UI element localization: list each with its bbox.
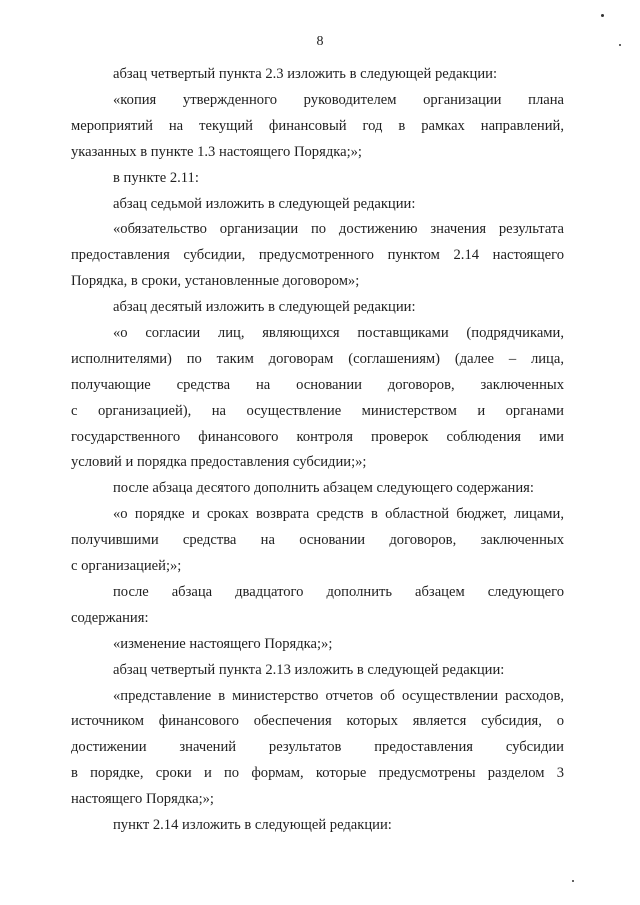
text-line: «о порядке и сроках возврата средств в областной бюджет, лицами,	[113, 506, 564, 523]
text-line: «обязательство организации по достижению значения результата	[113, 221, 564, 238]
text-line: получающие средства на основании договоров, заключенных	[71, 376, 564, 393]
paragraph	[71, 192, 564, 218]
paragraph	[71, 813, 564, 839]
paragraph	[71, 632, 564, 658]
paragraph	[71, 580, 564, 632]
paragraph	[71, 684, 564, 813]
text-line: условий и порядка предоставления субсидии;»;	[71, 454, 367, 471]
text-line: мероприятий на текущий финансовый год в рамках направлений,	[71, 117, 564, 134]
text-line: в пункте 2.11:	[113, 169, 199, 186]
scan-speck	[572, 880, 574, 882]
document-body	[71, 62, 564, 839]
paragraph	[71, 217, 564, 295]
text-line: настоящего Порядка;»;	[71, 791, 214, 808]
text-line: после абзаца десятого дополнить абзацем следующего содержания:	[113, 480, 534, 497]
text-line: «изменение настоящего Порядка;»;	[113, 635, 333, 652]
text-line: в порядке, сроки и по формам, которые предусмотрены разделом 3	[71, 765, 564, 782]
text-line: «о согласии лиц, являющихся поставщиками (подрядчиками,	[113, 325, 564, 341]
text-line: абзац седьмой изложить в следующей редакции:	[113, 195, 416, 212]
text-line: пункт 2.14 изложить в следующей редакции:	[113, 817, 392, 834]
text-line: с организацией;»;	[71, 558, 182, 575]
paragraph	[71, 502, 564, 580]
text-line: «представление в министерство отчетов об осуществлении расходов,	[113, 687, 564, 704]
text-line: предоставления субсидии, предусмотренного пунктом 2.14 настоящего	[71, 247, 564, 264]
text-line: абзац четвертый пункта 2.3 изложить в следующей редакции:	[113, 66, 498, 82]
text-line: с организацией), на осуществление министерством и органами	[71, 402, 564, 419]
text-line: абзац десятый изложить в следующей редакции:	[113, 299, 416, 316]
text-line: государственного финансового контроля проверок соблюдения ими	[71, 428, 564, 445]
text-line: получившими средства на основании договоров, заключенных	[71, 532, 564, 549]
text-line: Порядка, в сроки, установленные договором»;	[71, 273, 360, 290]
text-line: исполнителями) по таким договорам (соглашениям) (далее – лица,	[71, 350, 564, 367]
paragraph	[71, 295, 564, 321]
page-number: 8	[316, 34, 324, 49]
text-line: достижении значений результатов предоставления субсидии	[71, 739, 564, 756]
scan-speck	[619, 44, 621, 46]
text-line: после абзаца двадцатого дополнить абзацем следующего	[113, 583, 564, 600]
paragraph	[71, 88, 564, 166]
paragraph	[71, 476, 564, 502]
paragraph	[71, 166, 564, 192]
text-line: «копия утвержденного руководителем организации плана	[113, 91, 564, 108]
text-line: содержания:	[71, 609, 149, 626]
scan-speck	[601, 14, 604, 17]
text-line: указанных в пункте 1.3 настоящего Порядка;»;	[71, 143, 362, 160]
paragraph	[71, 321, 564, 476]
paragraph	[71, 658, 564, 684]
text-line: абзац четвертый пункта 2.13 изложить в следующей редакции:	[113, 661, 505, 678]
text-line: источником финансового обеспечения которых является субсидия, о	[71, 713, 564, 730]
paragraph	[71, 62, 564, 88]
